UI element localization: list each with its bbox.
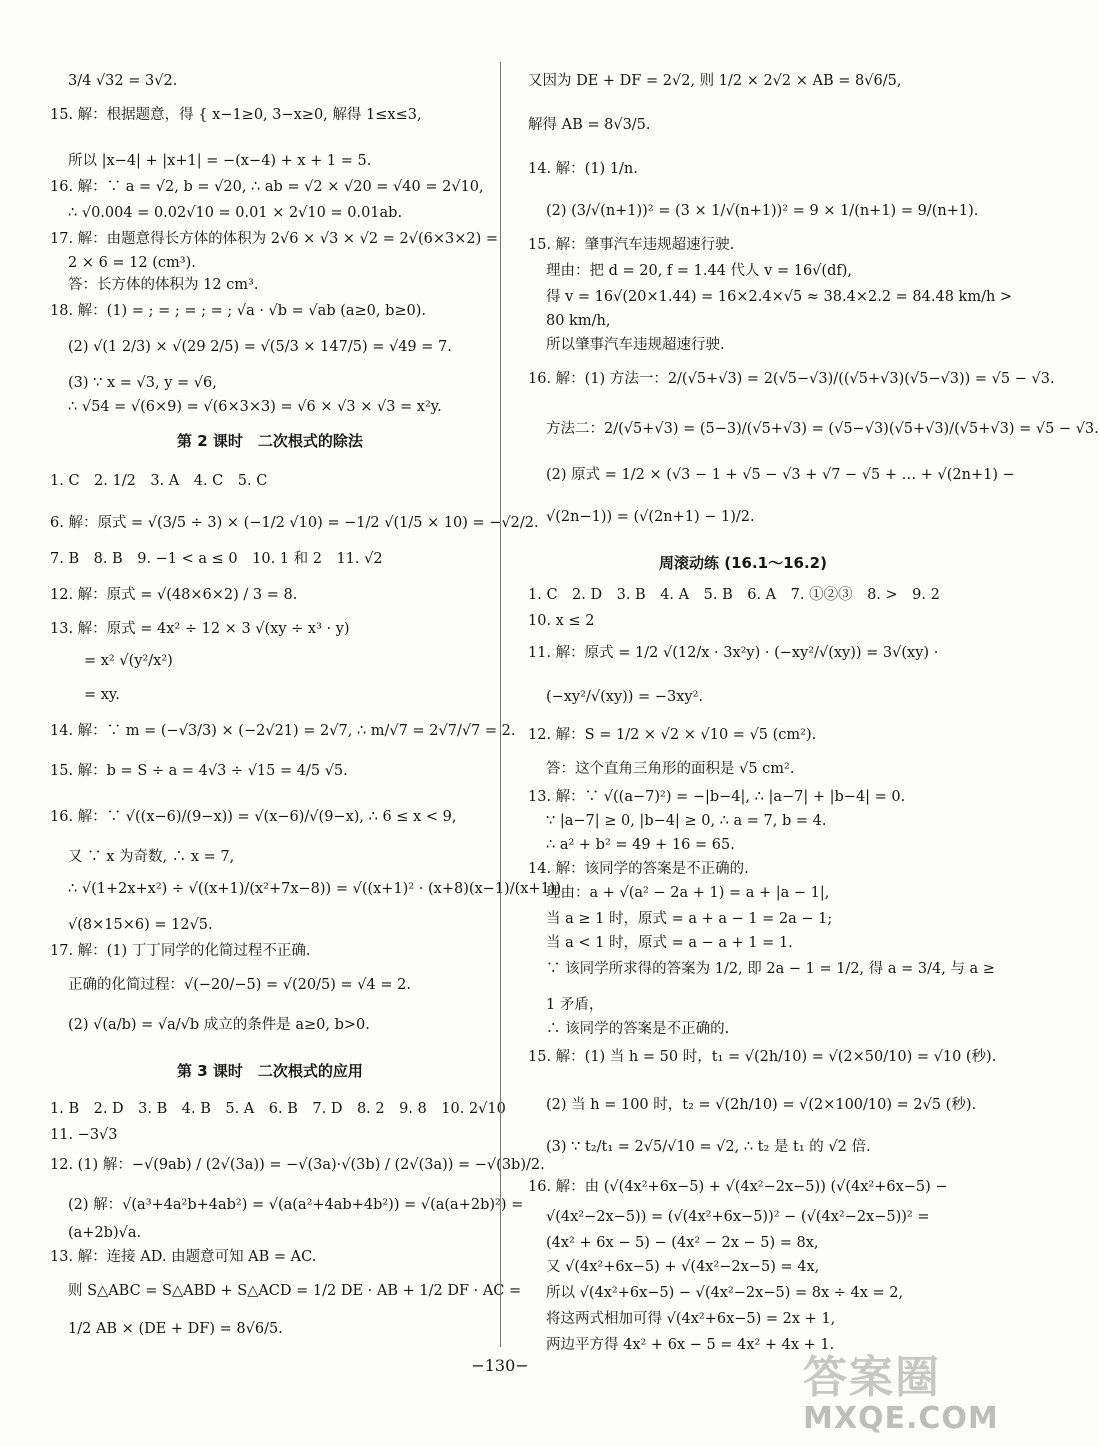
answer-line: 15. 解：肇事汽车违规超速行驶. — [528, 237, 735, 253]
answer-line: √(4x²−2x−5)) = (√(4x²+6x−5))² − (√(4x²−2x−5))² = — [546, 1209, 930, 1225]
answer-line: 当 a ≥ 1 时，原式 = a + a − 1 = 2a − 1; — [546, 911, 833, 927]
answer-line: (3) ∵ x = √3, y = √6, — [68, 375, 217, 391]
answer-line: ∴ √(1+2x+x²) ÷ √((x+1)/(x²+7x−8)) = √((x+1)² · (x+8)(x−1)/(x+1)) — [68, 881, 562, 897]
answer-line: 12. 解：S = 1/2 × √2 × √10 = √5 (cm²). — [528, 727, 817, 743]
answer-line: 11. 解：原式 = 1/2 √(12/x · 3x²y) · (−xy²/√(xy)) = 3√(xy) · — [528, 645, 939, 661]
answer-line: 18. 解：(1) = ; = ; = ; = ; √a · √b = √ab (a≥0, b≥0). — [50, 303, 427, 319]
answer-line: ∴ √0.004 = 0.02√10 = 0.01 × 2√10 = 0.01ab. — [68, 205, 403, 221]
answer-line: (2) √(a/b) = √a/√b 成立的条件是 a≥0, b>0. — [68, 1017, 370, 1033]
answer-line: 理由：a + √(a² − 2a + 1) = a + |a − 1|, — [546, 885, 830, 901]
answer-line: 16. 解：(1) 方法一：2/(√5+√3) = 2(√5−√3)/((√5+√3)(√5−√3)) = √5 − √3. — [528, 371, 1055, 387]
answer-line: 16. 解：∵ √((x−6)/(9−x)) = √(x−6)/√(9−x), ∴ 6 ≤ x < 9, — [50, 809, 457, 825]
answer-line: 7. B 8. B 9. −1 < a ≤ 0 10. 1 和 2 11. √2 — [50, 551, 383, 567]
answer-line: 答：这个直角三角形的面积是 √5 cm². — [546, 761, 795, 777]
answer-line: 1. B 2. D 3. B 4. B 5. A 6. B 7. D 8. 2 9. 8 10. 2√10 — [50, 1101, 506, 1117]
answer-line: 则 S△ABC = S△ABD + S△ACD = 1/2 DE · AB + 1/2 DF · AC = — [68, 1283, 522, 1299]
column-divider — [500, 62, 501, 1347]
answer-line: 所以 √(4x²+6x−5) − √(4x²−2x−5) = 8x ÷ 4x = 2, — [546, 1285, 904, 1301]
answer-line: ∵ |a−7| ≥ 0, |b−4| ≥ 0, ∴ a = 7, b = 4. — [546, 813, 827, 829]
answer-line: 方法二：2/(√5+√3) = (5−3)/(√5+√3) = (√5−√3)(√5+√3)/(√5+√3) = √5 − √3. — [546, 421, 1099, 437]
answer-line: (3) ∵ t₂/t₁ = 2√5/√10 = √2, ∴ t₂ 是 t₁ 的 √2 倍. — [546, 1139, 871, 1155]
answer-line: 6. 解：原式 = √(3/5 ÷ 3) × (−1/2 √10) = −1/2 √(1/5 × 10) = −√2/2. — [50, 515, 539, 531]
answer-line: 11. −3√3 — [50, 1127, 118, 1143]
answer-line: 16. 解：∵ a = √2, b = √20, ∴ ab = √2 × √20 = √40 = 2√10, — [50, 179, 484, 195]
answer-line: ∵ 该同学所求得的答案为 1/2, 即 2a − 1 = 1/2, 得 a = 3/4, 与 a ≥ — [546, 961, 995, 977]
answer-line: 正确的化简过程：√(−20/−5) = √(20/5) = √4 = 2. — [68, 977, 411, 993]
answer-line: 12. (1) 解：−√(9ab) / (2√(3a)) = −√(3a)·√(3b) / (2√(3a)) = −√(3b)/2. — [50, 1157, 545, 1173]
watermark-text-cn: 答案圈 — [803, 1352, 941, 1403]
answer-line: 又因为 DE + DF = 2√2, 则 1/2 × 2√2 × AB = 8√6/5, — [528, 73, 902, 89]
answer-line: 1. C 2. 1/2 3. A 4. C 5. C — [50, 473, 268, 489]
page-number: −130− — [471, 1356, 529, 1375]
answer-line: 14. 解：(1) 1/n. — [528, 161, 638, 177]
answer-line: 15. 解：b = S ÷ a = 4√3 ÷ √15 = 4/5 √5. — [50, 763, 348, 779]
answer-line: 14. 解：∵ m = (−√3/3) × (−2√21) = 2√7, ∴ m/√7 = 2√7/√7 = 2. — [50, 723, 516, 739]
answer-line: = x² √(y²/x²) — [84, 653, 173, 669]
answer-line: (a+2b)√a. — [68, 1225, 142, 1241]
answer-line: 17. 解：(1) 丁丁同学的化简过程不正确. — [50, 943, 311, 959]
answer-line: 13. 解：连接 AD. 由题意可知 AB = AC. — [50, 1249, 317, 1265]
answer-line: 1/2 AB × (DE + DF) = 8√6/5. — [68, 1321, 283, 1337]
answer-line: 3/4 √32 = 3√2. — [68, 73, 178, 89]
answer-line: 所以肇事汽车违规超速行驶. — [546, 337, 725, 353]
answer-line: (2) 原式 = 1/2 × (√3 − 1 + √5 − √3 + √7 − √5 + … + √(2n+1) − — [546, 467, 1015, 483]
answer-line: (2) (3/√(n+1))² = (3 × 1/√(n+1))² = 9 × 1/(n+1) = 9/(n+1). — [546, 203, 979, 219]
section-heading: 第 3 课时 二次根式的应用 — [177, 1062, 363, 1080]
answer-line: (2) √(1 2/3) × √(29 2/5) = √(5/3 × 147/5) = √49 = 7. — [68, 339, 452, 355]
answer-line: 13. 解：∵ √((a−7)²) = −|b−4|, ∴ |a−7| + |b−4| = 0. — [528, 789, 906, 805]
answer-line: (2) 解：√(a³+4a²b+4ab²) = √(a(a²+4ab+4b²)) = √(a(a+2b)²) = — [68, 1197, 524, 1213]
answer-line: 得 v = 16√(20×1.44) = 16×2.4×√5 ≈ 38.4×2.2 = 84.48 km/h > — [546, 289, 1013, 305]
answer-line: ∴ 该同学的答案是不正确的. — [546, 1021, 730, 1037]
answer-line: = xy. — [84, 687, 120, 703]
answer-line: 将这两式相加可得 √(4x²+6x−5) = 2x + 1, — [546, 1311, 836, 1327]
answer-line: 12. 解：原式 = √(48×6×2) / 3 = 8. — [50, 587, 298, 603]
answer-line: √(2n−1)) = (√(2n+1) − 1)/2. — [546, 509, 755, 525]
section-heading: 第 2 课时 二次根式的除法 — [177, 432, 363, 450]
answer-line: (−xy²/√(xy)) = −3xy². — [546, 689, 703, 705]
answer-line: (2) 当 h = 100 时，t₂ = √(2h/10) = √(2×100/10) = 2√5 (秒). — [546, 1097, 977, 1113]
answer-line: 1 矛盾， — [546, 997, 604, 1013]
answer-line: 13. 解：原式 = 4x² ÷ 12 × 3 √(xy ÷ x³ · y) — [50, 621, 350, 637]
answer-line: (4x² + 6x − 5) − (4x² − 2x − 5) = 8x, — [546, 1235, 819, 1251]
answer-line: 又 √(4x²+6x−5) + √(4x²−2x−5) = 4x, — [546, 1259, 820, 1275]
answer-line: 15. 解：根据题意，得 { x−1≥0, 3−x≥0, 解得 1≤x≤3, — [50, 107, 422, 123]
answer-line: 解得 AB = 8√3/5. — [528, 117, 651, 133]
watermark-logo — [803, 1341, 999, 1436]
answer-line: 答：长方体的体积为 12 cm³. — [68, 277, 259, 293]
answer-line: √(8×15×6) = 12√5. — [68, 917, 213, 933]
answer-line: 当 a < 1 时，原式 = a − a + 1 = 1. — [546, 935, 793, 951]
answer-line: ∴ a² + b² = 49 + 16 = 65. — [546, 837, 735, 853]
answer-line: 16. 解：由 (√(4x²+6x−5) + √(4x²−2x−5)) (√(4x²+6x−5) − — [528, 1179, 948, 1195]
section-heading: 周滚动练 (16.1～16.2) — [659, 554, 827, 572]
answer-line: 15. 解：(1) 当 h = 50 时，t₁ = √(2h/10) = √(2×50/10) = √10 (秒). — [528, 1049, 997, 1065]
answer-line: 14. 解：该同学的答案是不正确的. — [528, 861, 749, 877]
watermark-text-en: MXQE.COM — [803, 1401, 999, 1436]
answer-line: 80 km/h, — [546, 313, 611, 329]
answer-line: 17. 解：由题意得长方体的体积为 2√6 × √3 × √2 = 2√(6×3×2) = — [50, 231, 499, 247]
answer-line: 10. x ≤ 2 — [528, 613, 595, 629]
answer-line: 两边平方得 4x² + 6x − 5 = 4x² + 4x + 1. — [546, 1337, 835, 1353]
answer-line: 又 ∵ x 为奇数, ∴ x = 7, — [68, 849, 235, 865]
answer-line: 所以 |x−4| + |x+1| = −(x−4) + x + 1 = 5. — [68, 153, 372, 169]
answer-line: 1. C 2. D 3. B 4. A 5. B 6. A 7. ①②③ 8. > 9. 2 — [528, 587, 940, 603]
answer-line: 理由：把 d = 20, f = 1.44 代人 v = 16√(df), — [546, 263, 852, 279]
answer-line: ∴ √54 = √(6×9) = √(6×3×3) = √6 × √3 × √3 = x²y. — [68, 399, 442, 415]
answer-line: 2 × 6 = 12 (cm³). — [68, 255, 196, 271]
